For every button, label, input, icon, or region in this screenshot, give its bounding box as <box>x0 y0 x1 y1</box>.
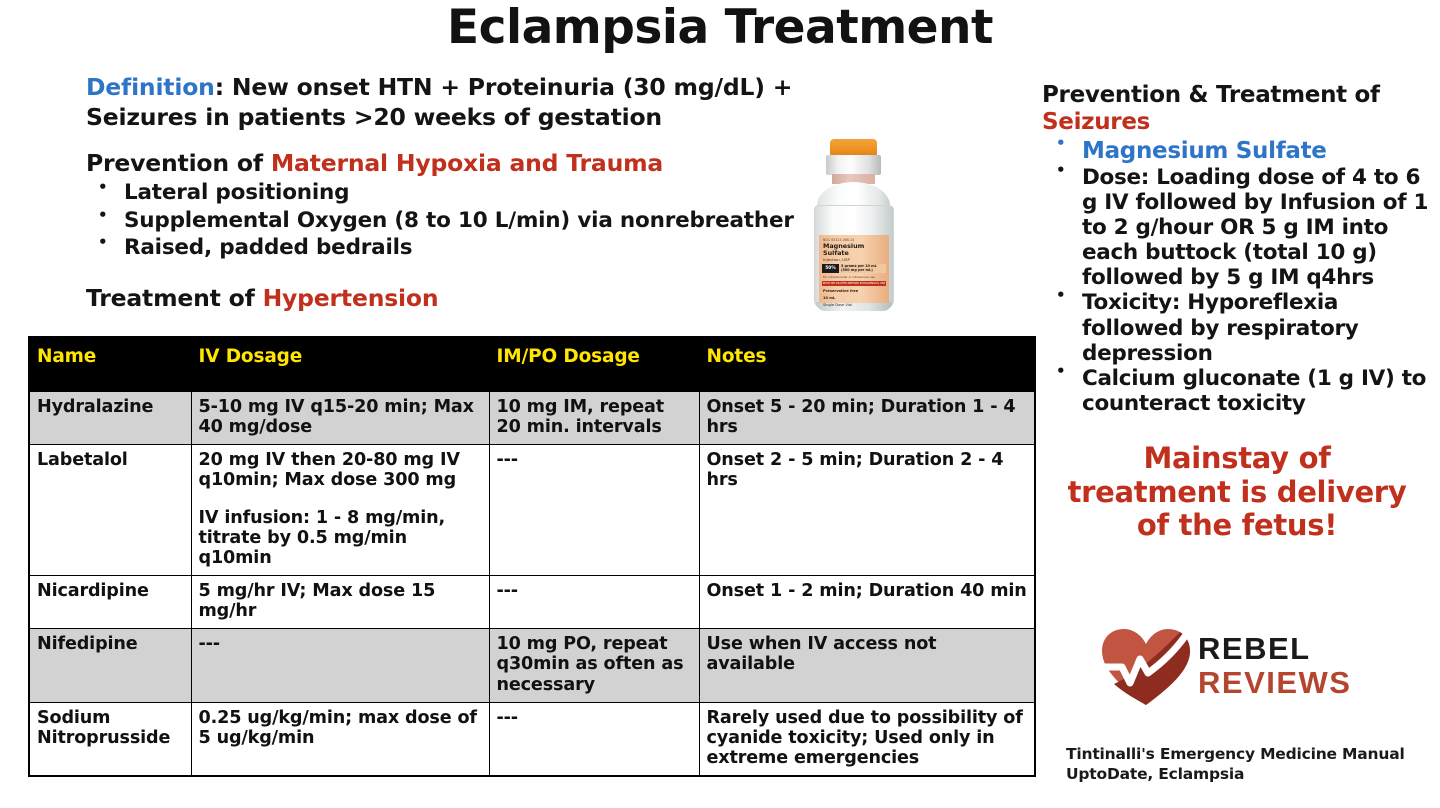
vial-strength-line1: 5 grams per 10 mL <box>841 264 877 268</box>
hypertension-heading-prefix: Treatment of <box>86 284 263 313</box>
seizures-list <box>1042 138 1432 416</box>
list-item: • Lateral positioning <box>86 180 856 207</box>
cell-im-po-dosage: --- <box>489 576 699 629</box>
vial-label <box>819 235 889 307</box>
cell-drug-name: Nifedipine <box>29 629 191 702</box>
seizures-heading-prefix: Prevention & Treatment of <box>1042 82 1380 108</box>
column-header-im-po-dosage: IM/PO Dosage <box>489 337 699 392</box>
right-content-column <box>1042 82 1432 543</box>
vial-preservative: Preservative free <box>823 288 859 293</box>
cell-drug-name: Nicardipine <box>29 576 191 629</box>
column-header-iv-dosage: IV Dosage <box>191 337 489 392</box>
vial-drug-name-line1: Magnesium <box>823 241 865 250</box>
cell-iv-dosage <box>191 702 489 776</box>
table-row <box>29 576 1035 629</box>
cell-notes: Onset 1 - 2 min; Duration 40 min <box>699 576 1035 629</box>
definition-text: New onset HTN + Proteinuria (30 mg/dL) + Seizures in patients >20 weeks of gestation <box>86 73 793 132</box>
citation-line-1: Tintinalli's Emergency Medicine Manual <box>1066 745 1405 763</box>
vial-volume: 10 mL <box>823 295 836 300</box>
list-item-dose: • Dose: Loading dose of 4 to 6 g IV followed by Infusion of 1 to 2 g/hour OR 5 g IM into each buttock (total 10 g) followed by 5 g IM q4hrs <box>1042 165 1432 291</box>
logo-word-reviews: REVIEWS <box>1198 664 1352 700</box>
vial-strength-line2: (500 mg per mL) <box>841 267 873 272</box>
cell-notes: Use when IV access not available <box>699 629 1035 702</box>
mainstay-callout: Mainstay of treatment is delivery of the fetus! <box>1067 441 1407 543</box>
cell-iv-dosage-text: 5 mg/hr IV; Max dose 15 mg/hr <box>198 581 436 622</box>
list-item-toxicity: • Toxicity: Hyporeflexia followed by respiratory depression <box>1042 290 1432 365</box>
cell-drug-name: Labetalol <box>29 445 191 576</box>
list-item-magnesium-sulfate: • Magnesium Sulfate <box>1042 138 1432 165</box>
vial-type: Single Dose Vial <box>823 302 852 307</box>
table-row <box>29 702 1035 776</box>
vial-route: For intramuscular or intravenous use <box>823 275 875 280</box>
seizures-heading-accent: Seizures <box>1042 108 1151 135</box>
vial-warning: MUST BE DILUTED BEFORE INTRAVENOUS USE <box>822 281 886 286</box>
vial-injection-type: Injection, USP <box>823 257 850 263</box>
hypertension-heading-accent: Hypertension <box>262 284 439 313</box>
hypertension-heading <box>86 284 856 312</box>
vial-neck-ring <box>826 155 881 175</box>
cell-im-po-dosage: --- <box>489 445 699 576</box>
definition-separator: : <box>214 73 224 101</box>
vial-ndc: NDC 63323-066-24 <box>823 238 855 242</box>
cell-iv-dosage-text: --- <box>198 634 220 655</box>
vial-strength-strip <box>822 264 886 273</box>
vial-cap <box>830 139 877 156</box>
prevention-heading-prefix: Prevention of <box>86 149 271 178</box>
cell-iv-dosage-text: 5-10 mg IV q15-20 min; Max 40 mg/dose <box>198 397 474 438</box>
prevention-heading-accent: Maternal Hypoxia and Trauma <box>270 149 664 178</box>
cell-im-po-dosage: --- <box>489 702 699 776</box>
left-content-column <box>86 72 856 312</box>
definition-paragraph <box>86 72 856 132</box>
logo-wordmark <box>1198 633 1351 698</box>
table-header-row <box>29 337 1035 392</box>
list-item-calcium-gluconate: • Calcium gluconate (1 g IV) to counteract toxicity <box>1042 366 1432 416</box>
cell-iv-dosage <box>191 445 489 576</box>
page-title: Eclampsia Treatment <box>447 0 993 55</box>
seizures-heading <box>1042 82 1432 136</box>
cell-iv-dosage <box>191 629 489 702</box>
rebel-reviews-logo <box>1100 625 1380 711</box>
cell-notes: Onset 5 - 20 min; Duration 1 - 4 hrs <box>699 392 1035 445</box>
cell-drug-name: Sodium Nitroprusside <box>29 702 191 776</box>
vial-strength <box>839 264 886 273</box>
cell-im-po-dosage: 10 mg IM, repeat 20 min. intervals <box>489 392 699 445</box>
citation-line-2: UptoDate, Eclampsia <box>1066 764 1245 783</box>
magnesium-sulfate-vial-image <box>810 139 898 311</box>
cell-drug-name: Hydralazine <box>29 392 191 445</box>
cell-im-po-dosage: 10 mg PO, repeat q30min as often as necessary <box>489 629 699 702</box>
column-header-name: Name <box>29 337 191 392</box>
table-row <box>29 392 1035 445</box>
cell-iv-dosage <box>191 576 489 629</box>
cell-notes: Onset 2 - 5 min; Duration 2 - 4 hrs <box>699 445 1035 576</box>
list-item: • Raised, padded bedrails <box>86 235 856 262</box>
column-header-notes: Notes <box>699 337 1035 392</box>
cell-iv-dosage-text: 0.25 ug/kg/min; max dose of 5 ug/kg/min <box>198 707 477 748</box>
vial-drug-name-line2: Sulfate <box>823 248 849 257</box>
logo-word-rebel: REBEL <box>1198 631 1311 666</box>
vial-percent: 50% <box>825 266 836 272</box>
prevention-list <box>86 180 856 262</box>
antihypertensive-drug-table <box>28 336 1036 777</box>
table-row <box>29 629 1035 702</box>
heart-ekg-icon <box>1100 627 1192 707</box>
cell-iv-dosage <box>191 392 489 445</box>
cell-iv-dosage-text: 20 mg IV then 20-80 mg IV q10min; Max dose 300 mg <box>198 450 460 491</box>
definition-label: Definition <box>86 73 215 101</box>
table-row <box>29 445 1035 576</box>
cell-iv-infusion-text: IV infusion: 1 - 8 mg/min, titrate by 0.5 mg/min q10min <box>198 508 445 569</box>
prevention-heading <box>86 149 856 177</box>
cell-notes: Rarely used due to possibility of cyanide toxicity; Used only in extreme emergencies <box>699 702 1035 776</box>
citation-block <box>1066 745 1440 784</box>
list-item: • Supplemental Oxygen (8 to 10 L/min) via nonrebreather <box>86 208 856 235</box>
